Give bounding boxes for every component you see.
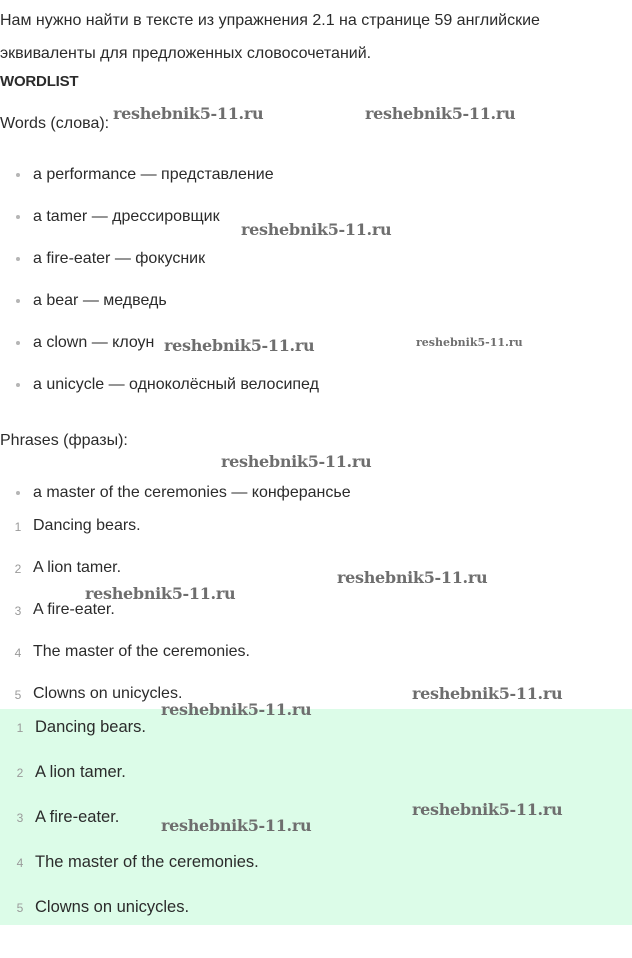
watermark: reshebnik5-11.ru: [241, 220, 392, 239]
watermark: reshebnik5-11.ru: [221, 452, 372, 471]
watermark: reshebnik5-11.ru: [412, 800, 563, 819]
list-item: a clown — клоун: [0, 334, 319, 376]
item-text: A lion tamer.: [33, 559, 122, 576]
watermark: reshebnik5-11.ru: [164, 336, 315, 355]
item-number: 4: [16, 856, 24, 870]
wordlist-heading: WORDLIST: [0, 73, 79, 90]
phrases-numbered-list: [0, 517, 250, 727]
list-item: [0, 517, 250, 559]
words-list: [0, 166, 319, 418]
item-number: 2: [16, 766, 24, 780]
list-item: a tamer — дрессировщик: [0, 208, 319, 250]
watermark: reshebnik5-11.ru: [412, 684, 563, 703]
item-number: 3: [16, 811, 24, 825]
item-text: A fire-eater.: [35, 808, 120, 826]
item-text: Clowns on unicycles.: [33, 685, 183, 702]
item-number: 5: [16, 901, 24, 915]
item-text: Dancing bears.: [35, 718, 146, 736]
list-item: a fire-eater — фокусник: [0, 250, 319, 292]
phrases-label: Phrases (фразы):: [0, 432, 128, 449]
item-text: A lion tamer.: [35, 763, 126, 781]
list-item: a master of the ceremonies — конферансье: [0, 484, 351, 526]
item-text: Clowns on unicycles.: [35, 898, 190, 916]
item-text: The master of the ceremonies.: [35, 853, 259, 871]
list-item: [0, 718, 259, 763]
list-item: [0, 763, 259, 808]
item-text: Dancing bears.: [33, 517, 141, 534]
item-number: 5: [14, 688, 22, 702]
watermark: reshebnik5-11.ru: [161, 700, 312, 719]
list-item: a unicycle — одноколёсный велосипед: [0, 376, 319, 418]
item-number: 2: [14, 562, 22, 576]
list-item: [0, 898, 259, 943]
intro-text: Нам нужно найти в тексте из упражнения 2.1 на странице 59 английские эквиваленты для предложенных словосочетаний.: [0, 12, 540, 62]
list-item: a performance — представление: [0, 166, 319, 208]
item-text: A fire-eater.: [33, 601, 115, 618]
list-item: [0, 643, 250, 685]
item-number: 3: [14, 604, 22, 618]
watermark: reshebnik5-11.ru: [365, 104, 516, 123]
list-item: [0, 601, 250, 643]
item-number: 1: [14, 520, 22, 534]
watermark: reshebnik5-11.ru: [85, 584, 236, 603]
item-number: 4: [14, 646, 22, 660]
watermark: reshebnik5-11.ru: [416, 336, 523, 349]
watermark: reshebnik5-11.ru: [337, 568, 488, 587]
list-item: [0, 853, 259, 898]
item-text: The master of the ceremonies.: [33, 643, 250, 660]
watermark: reshebnik5-11.ru: [113, 104, 264, 123]
list-item: a bear — медведь: [0, 292, 319, 334]
watermark: reshebnik5-11.ru: [161, 816, 312, 835]
words-label: Words (слова):: [0, 115, 110, 132]
item-number: 1: [16, 721, 24, 735]
